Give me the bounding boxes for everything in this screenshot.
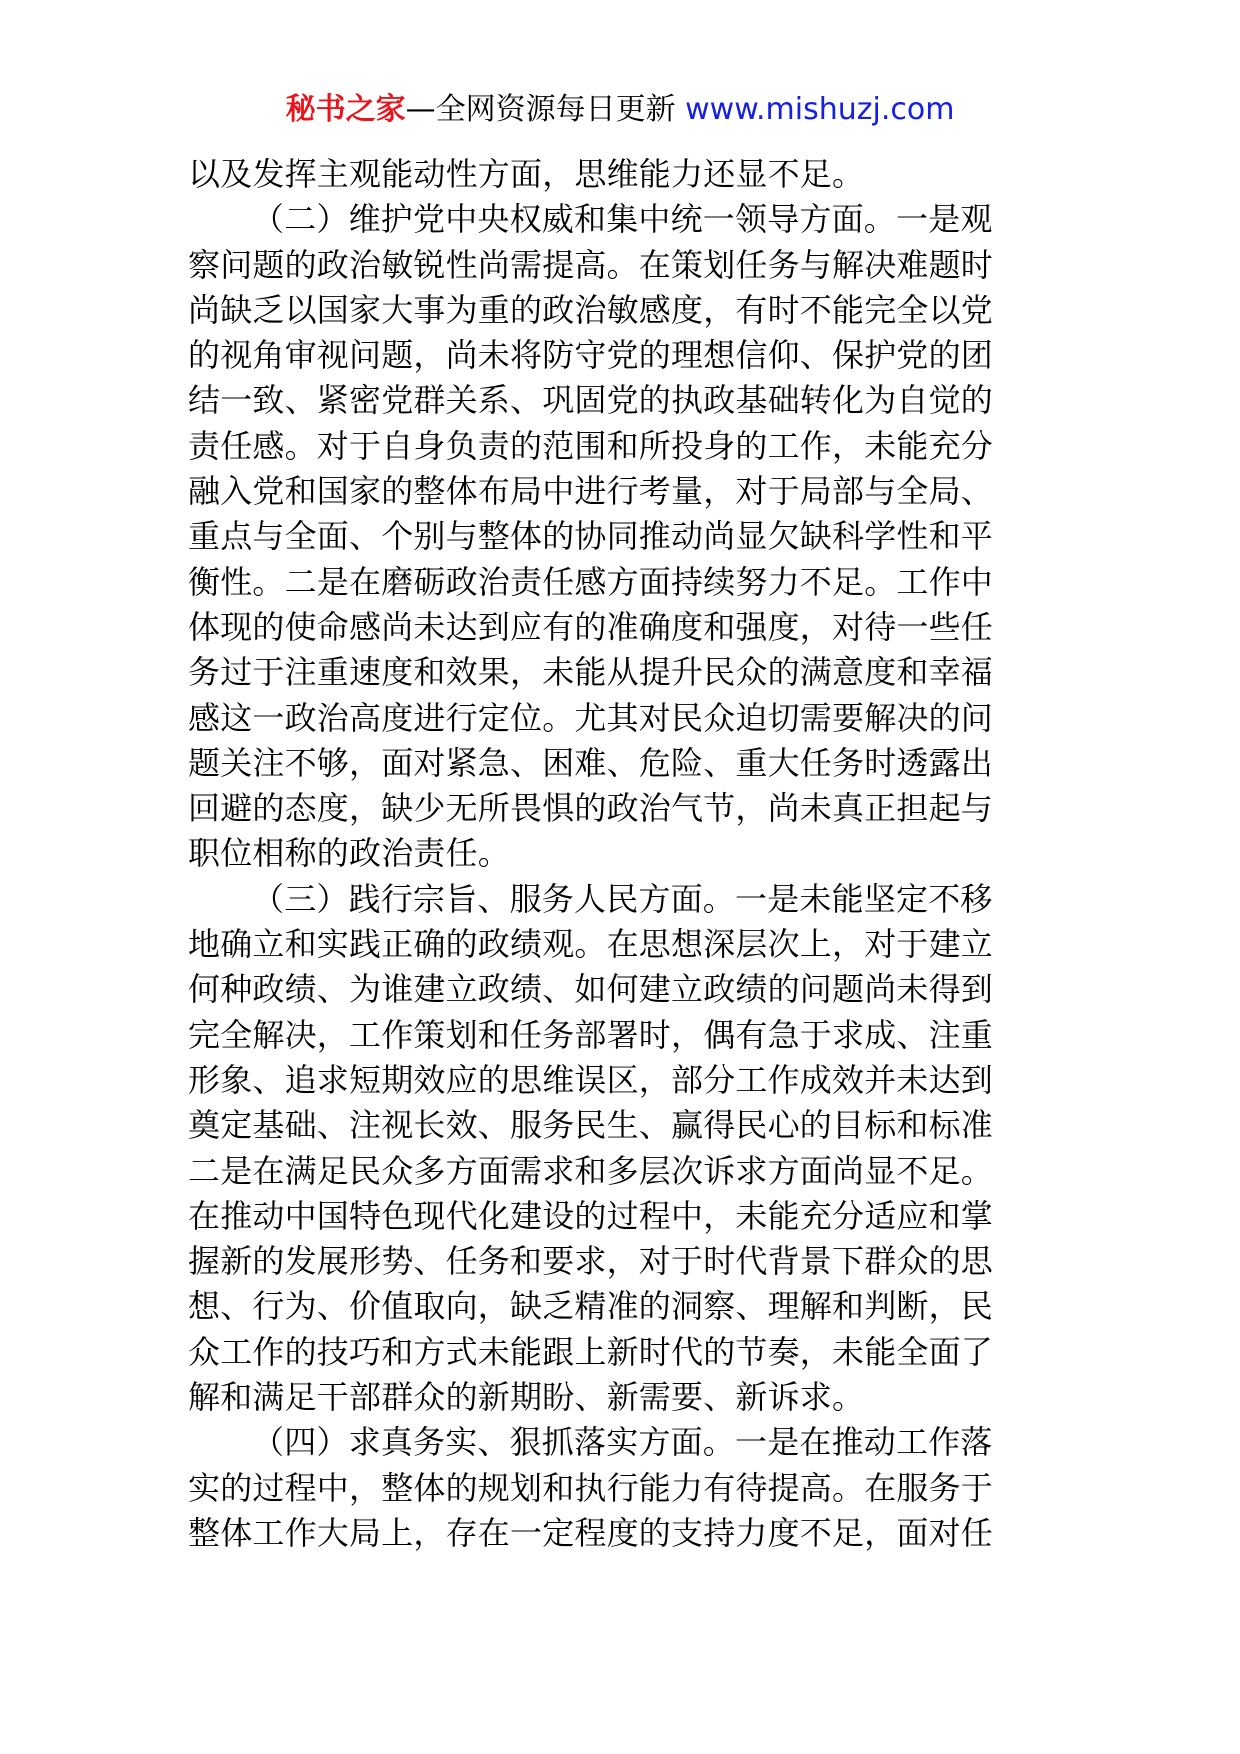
site-url-link[interactable]: www.mishuzj.com — [685, 92, 955, 127]
text-line: 题关注不够，面对紧急、困难、危险、重大任务时透露出 — [188, 743, 994, 782]
text-line: （三）践行宗旨、服务人民方面。一是未能坚定不移 — [252, 879, 993, 918]
text-line: 形象、追求短期效应的思维误区，部分工作成效并未达到 — [188, 1060, 994, 1099]
text-line: 想、行为、价值取向，缺乏精准的洞察、理解和判断，民 — [188, 1287, 994, 1326]
text-line: 在推动中国特色现代化建设的过程中，未能充分适应和掌 — [188, 1196, 994, 1235]
text-line: 务过于注重速度和效果，未能从提升民众的满意度和幸福 — [188, 653, 994, 692]
text-line: 地确立和实践正确的政绩观。在思想深层次上，对于建立 — [188, 925, 994, 964]
text-line: 的视角审视问题，尚未将防守党的理想信仰、保护党的团 — [188, 336, 994, 375]
text-line: 结一致、紧密党群关系、巩固党的执政基础转化为自觉的 — [188, 381, 994, 420]
text-line: 何种政绩、为谁建立政绩、如何建立政绩的问题尚未得到 — [188, 970, 994, 1009]
text-line: 以及发挥主观能动性方面，思维能力还显不足。 — [188, 155, 865, 193]
text-line: 察问题的政治敏锐性尚需提高。在策划任务与解决难题时 — [188, 245, 994, 284]
text-line: 完全解决，工作策划和任务部署时，偶有急于求成、注重 — [188, 1015, 994, 1054]
text-line: 感这一政治高度进行定位。尤其对民众迫切需要解决的问 — [188, 698, 994, 737]
site-slogan: —全网资源每日更新 — [405, 92, 686, 127]
text-line: 回避的态度，缺少无所畏惧的政治气节，尚未真正担起与 — [188, 789, 994, 828]
site-header — [0, 90, 1240, 130]
text-line: 衡性。二是在磨砺政治责任感方面持续努力不足。工作中 — [188, 562, 994, 601]
text-line: 二是在满足民众多方面需求和多层次诉求方面尚显不足。 — [188, 1151, 994, 1190]
text-line: 体现的使命感尚未达到应有的准确度和强度，对待一些任 — [188, 607, 994, 646]
text-line: （二）维护党中央权威和集中统一领导方面。一是观 — [252, 200, 993, 239]
text-line: 握新的发展形势、任务和要求，对于时代背景下群众的思 — [188, 1242, 994, 1281]
text-line: 融入党和国家的整体布局中进行考量，对于局部与全局、 — [188, 472, 994, 511]
text-line: 实的过程中，整体的规划和执行能力有待提高。在服务于 — [188, 1468, 994, 1507]
text-line: （四）求真务实、狠抓落实方面。一是在推动工作落 — [252, 1423, 993, 1462]
text-line: 尚缺乏以国家大事为重的政治敏感度，有时不能完全以党 — [188, 290, 994, 329]
text-line: 解和满足干部群众的新期盼、新需要、新诉求。 — [188, 1378, 865, 1417]
site-brand: 秘书之家 — [285, 92, 406, 127]
text-line: 众工作的技巧和方式未能跟上新时代的节奏，未能全面了 — [188, 1332, 994, 1371]
text-line: 奠定基础、注视长效、服务民生、赢得民心的目标和标准 — [188, 1106, 994, 1145]
document-body — [188, 152, 1058, 1556]
text-line: 责任感。对于自身负责的范围和所投身的工作，未能充分 — [188, 426, 994, 465]
text-line: 职位相称的政治责任。 — [188, 834, 511, 873]
text-line: 整体工作大局上，存在一定程度的支持力度不足，面对任 — [188, 1513, 994, 1552]
text-line: 重点与全面、个别与整体的协同推动尚显欠缺科学性和平 — [188, 517, 994, 556]
